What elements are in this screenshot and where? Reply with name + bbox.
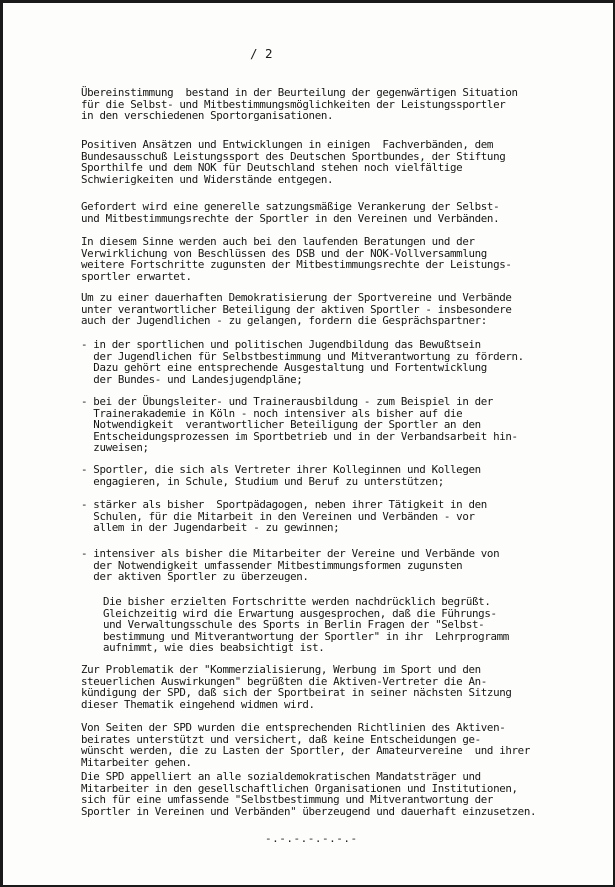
paragraph-approaches: Positiven Ansätzen und Entwicklungen in einigen Fachverbänden, dem Bundesausschuß Leistungssport des Deutschen Sportbundes, der Stiftung Sporthilfe und dem NOK für Deutschland stehen noch vielfältige Schwierigkeiten und Widerstände entgegen. [81,138,506,186]
paragraph-spd-support: Von Seiten der SPD wurden die entsprechenden Richtlinien des Aktiven- beirates unterstützt und versichert, daß keine Entscheidungen ge- wünscht werden, die zu Lasten der Sportler, der Amateurvereine und ihrer Mitarbeiter gehen. [81,721,530,769]
paragraph-progress: In diesem Sinne werden auch bei den laufenden Beratungen und der Verwirklichung von Beschlüssen des DSB und der NOK-Vollversammlung weitere Fortschritte zugunsten der Mitbestimmungsrechte der Leistungs- sportler erwartet. [81,235,512,283]
paragraph-spd-appeal: Die SPD appelliert an alle sozialdemokratischen Mandatsträger und Mitarbeiter in den gesellschaftlichen Organisationen und Institutionen, sich für eine umfassende "Selbstbestimmung und Mitverantwortung der Sportler in Vereinen und Verbänden" überzeugend und dauerhaft einzusetzen. [81,770,537,818]
footer-mark: -.-.-.-.-.-.- [265,832,358,845]
paragraph-democratization: Um zu einer dauerhaften Demokratisierung der Sportvereine und Verbände unter verantwortlicher Beteiligung der aktiven Sportler - insbesondere auch der Jugendlichen - zu gelangen, fordern die Gesprächspartner: [81,291,512,328]
paragraph-achievements: Die bisher erzielten Fortschritte werden nachdrücklich begrüßt. Gleichzeitig wird die Erwartung ausgesprochen, daß die Führungs- und Verwaltungsschule des Sports in Berlin Fragen der "Selbst- bestimmung und Mitverantwortung der Sportler" in ihr Lehrprogramm aufnimmt, wie dies beabsichtigt ist. [103,595,509,655]
list-item-representatives: - Sportler, die sich als Vertreter ihrer Kolleginnen und Kollegen engagieren, in Schule, Studium und Beruf zu unterstützen; [81,463,481,488]
list-item-club-staff: - intensiver als bisher die Mitarbeiter der Vereine und Verbände von der Notwendigkeit umfassender Mitbestimmungsformen zugunsten der aktiven Sportler zu überzeugen. [81,547,500,584]
list-item-youth-education: - in der sportlichen und politischen Jugendbildung das Bewußtsein der Jugendlichen für Selbstbestimmung und Mitverantwortung zu fördern. Dazu gehört eine entsprechende Ausgestaltung und Fortentwicklung der Bundes- und Landesjugendpläne; [81,338,524,386]
paragraph-agreement: Übereinstimmung bestand in der Beurteilung der gegenwärtigen Situation für die Selbst- und Mitbestimmungsmöglichkeiten der Leistungssportler in den verschiedenen Sportorganisationen. [81,86,518,123]
page-number: / 2 [250,46,273,61]
list-item-trainer-training: - bei der Übungsleiter- und Trainerausbildung - zum Beispiel in der Trainerakademie in Köln - noch intensiver als bisher auf die Notwendigkeit verantwortlicher Beteiligung der Sportler an den Entscheidungsprozessen im Sportbetrieb und in der Verbandsarbeit hin- zuweisen; [81,395,518,455]
paragraph-commercialization: Zur Problematik der "Kommerzialisierung, Werbung im Sport und den steuerlichen Auswirkungen" begrüßten die Aktiven-Vertreter die An- kündigung der SPD, daß sich der Sportbeirat in seiner nächsten Sitzung dieser Thematik eingehend widmen wird. [81,663,512,711]
paragraph-demand: Gefordert wird eine generelle satzungsmäßige Verankerung der Selbst- und Mitbestimmungsrechte der Sportler in den Vereinen und Verbänden. [81,200,500,225]
list-item-sport-teachers: - stärker als bisher Sportpädagogen, neben ihrer Tätigkeit in den Schulen, für die Mitarbeit in den Vereinen und Verbänden - vor allem in der Jugendarbeit - zu gewinnen; [81,498,487,535]
